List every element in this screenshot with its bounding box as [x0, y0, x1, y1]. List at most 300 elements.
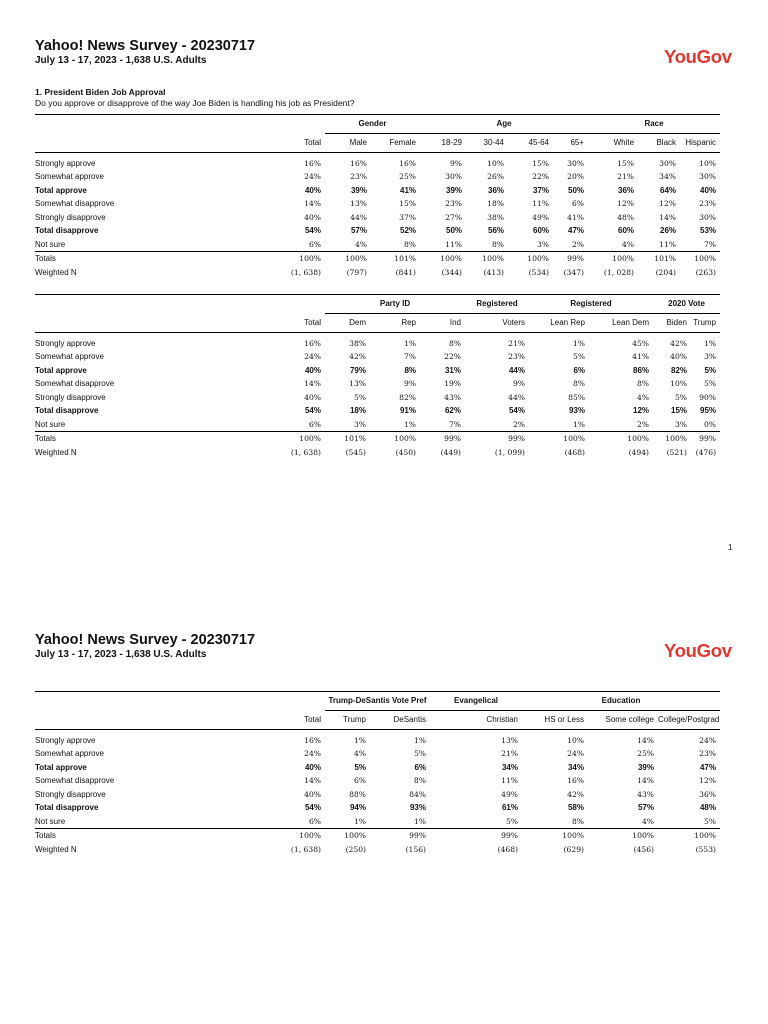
table-cell: 1% — [403, 419, 416, 429]
table-cell: 4% — [636, 392, 650, 402]
table-cell: 2% — [512, 419, 525, 429]
table-cell: 31% — [444, 365, 461, 375]
table-cell: 16% — [304, 338, 321, 348]
table-cell: 13% — [349, 379, 366, 388]
row-label: Somewhat disapprove — [35, 199, 115, 208]
column-header: 18-29 — [420, 134, 466, 153]
table-cell: 40% — [304, 789, 321, 799]
row-label: Total disapprove — [35, 406, 99, 415]
table-cell: 6% — [571, 199, 585, 208]
table-cell: 100% — [508, 252, 553, 266]
table-cell: (476) — [695, 447, 717, 457]
table-cell: 24% — [304, 172, 321, 181]
table-cell: 101% — [325, 432, 370, 446]
table-cell: 15% — [532, 158, 550, 168]
table-cell: 54% — [304, 226, 321, 235]
table-cell: 11% — [445, 239, 463, 249]
table-cell: 3% — [674, 419, 688, 429]
table-cell: 48% — [617, 212, 635, 222]
table-cell: 7% — [403, 352, 416, 361]
table-cell: 82% — [399, 392, 416, 402]
table-cell: 8% — [636, 379, 650, 388]
table-row — [35, 747, 720, 761]
table-cell: (468) — [497, 844, 518, 854]
table-cell: 15% — [617, 158, 635, 168]
table-cell: 1% — [413, 735, 426, 745]
row-label: Weighted N — [35, 267, 77, 277]
stub-cell — [35, 295, 243, 314]
table-cell: (344) — [441, 267, 463, 277]
table-cell: 9% — [449, 158, 463, 168]
table-cell: 82% — [671, 365, 688, 375]
column-header: Total — [243, 711, 325, 730]
table-cell: 57% — [350, 226, 367, 235]
table-cell: 13% — [350, 199, 367, 208]
table-cell: 25% — [399, 172, 417, 181]
table-cell: 1% — [413, 816, 426, 826]
table-cell: 101% — [371, 252, 420, 266]
table-cell: (413) — [483, 267, 505, 277]
table-cell: (204) — [655, 267, 677, 277]
table-cell: 10% — [567, 735, 584, 745]
table-cell: 8% — [571, 816, 584, 826]
table-cell: 100% — [370, 432, 420, 446]
table-cell: 6% — [573, 365, 585, 375]
table-cell: 36% — [488, 185, 505, 195]
group-header — [243, 692, 325, 711]
row-label: Not sure — [35, 816, 66, 826]
table-cell: 101% — [638, 252, 680, 266]
column-header: 65+ — [553, 134, 588, 153]
table-cell: 43% — [637, 789, 654, 799]
table-cell: 40% — [304, 185, 321, 195]
table-cell: 99% — [370, 829, 430, 843]
table-cell: 42% — [567, 789, 584, 799]
table-cell: 13% — [501, 735, 518, 745]
table-row — [35, 404, 720, 418]
column-header: DeSantis — [370, 711, 430, 730]
row-label: Total approve — [35, 762, 87, 772]
table-cell: 1% — [353, 816, 366, 826]
table-cell: 12% — [699, 776, 716, 785]
table-cell: 100% — [522, 829, 588, 843]
group-header: Age — [420, 115, 588, 134]
table-cell: 11% — [659, 239, 677, 249]
column-header: White — [588, 134, 638, 153]
table-cell: 12% — [633, 406, 650, 415]
table-cell: 44% — [508, 365, 525, 375]
table-cell: (456) — [633, 844, 654, 854]
table-cell: 100% — [588, 829, 658, 843]
table-cell: 99% — [430, 829, 522, 843]
table-cell: 8% — [413, 776, 426, 785]
weighted-row — [35, 843, 720, 857]
table-cell: 100% — [420, 252, 466, 266]
table-cell: 53% — [700, 226, 717, 235]
table-cell: 2% — [571, 239, 585, 249]
table-row — [35, 391, 720, 405]
table-cell: 23% — [350, 172, 367, 181]
table-cell: 86% — [633, 365, 650, 375]
row-label: Total disapprove — [35, 803, 99, 812]
table-cell: 6% — [414, 762, 426, 772]
crosstab-desantis-evangelical-education — [35, 691, 720, 856]
row-label: Not sure — [35, 239, 66, 249]
table-cell: 20% — [567, 172, 585, 181]
table-cell: 18% — [487, 199, 505, 208]
table-cell: 4% — [621, 239, 635, 249]
survey-subtitle: July 13 - 17, 2023 - 1,638 U.S. Adults — [35, 55, 207, 66]
table-cell: 91% — [399, 406, 416, 415]
table-cell: 8% — [404, 365, 416, 375]
row-label: Total approve — [35, 365, 87, 375]
table-cell: 16% — [350, 158, 367, 168]
table-cell: 100% — [658, 829, 720, 843]
table-cell: (1, 638) — [290, 447, 321, 457]
table-cell: 40% — [304, 365, 321, 375]
table-cell: 14% — [659, 212, 677, 222]
table-cell: 24% — [699, 735, 716, 745]
table-cell: 5% — [703, 379, 717, 388]
table-cell: (1, 099) — [494, 447, 525, 457]
table-row — [35, 197, 720, 211]
table-cell: 25% — [637, 749, 654, 758]
table-cell: 100% — [680, 252, 720, 266]
table-cell: 93% — [568, 406, 585, 415]
table-cell: 16% — [399, 158, 417, 168]
table-cell: 54% — [304, 803, 321, 812]
table-cell: 10% — [699, 158, 717, 168]
table-cell: 8% — [448, 338, 461, 348]
table-cell: 37% — [399, 212, 417, 222]
group-header: Party ID — [325, 295, 465, 314]
table-cell: 14% — [637, 735, 654, 745]
table-cell: 100% — [466, 252, 508, 266]
table-cell: (156) — [405, 844, 426, 854]
table-cell: 95% — [700, 406, 717, 415]
group-header-row — [35, 115, 720, 134]
table-cell: 99% — [465, 432, 529, 446]
table-cell: (629) — [563, 844, 584, 854]
table-cell: 14% — [637, 776, 654, 785]
table-cell: 39% — [350, 185, 367, 195]
table-cell: (468) — [564, 447, 585, 457]
table-row — [35, 774, 720, 788]
table-cell: 26% — [487, 172, 505, 181]
table-cell: 54% — [508, 406, 525, 415]
stub-cell — [35, 692, 243, 711]
question-title: 1. President Biden Job Approval — [35, 87, 166, 97]
table-cell: (1, 028) — [603, 267, 635, 277]
table-cell: (797) — [346, 267, 367, 277]
table-row — [35, 170, 720, 184]
table-cell: 100% — [243, 432, 325, 446]
table-cell: 23% — [508, 352, 525, 361]
table-cell: 43% — [444, 392, 461, 402]
table-row — [35, 788, 720, 802]
column-header-row — [35, 314, 720, 333]
row-label: Somewhat approve — [35, 352, 104, 361]
row-label: Weighted N — [35, 844, 77, 854]
survey-title: Yahoo! News Survey - 20230717 — [35, 38, 256, 54]
row-label: Somewhat approve — [35, 749, 104, 758]
table-cell: 48% — [699, 803, 716, 812]
table-cell: 40% — [670, 352, 688, 361]
row-label: Strongly approve — [35, 735, 96, 745]
table-cell: 12% — [617, 199, 635, 208]
table-cell: 21% — [617, 172, 635, 181]
table-cell: 41% — [567, 212, 585, 222]
row-label: Total approve — [35, 185, 87, 195]
stub-cell — [35, 134, 243, 153]
question-text: Do you approve or disapprove of the way Joe Biden is handling his job as President? — [35, 98, 355, 108]
table-cell: 100% — [589, 432, 653, 446]
column-header: Total — [243, 314, 325, 333]
table-cell: 15% — [671, 406, 688, 415]
table-cell: 23% — [699, 749, 716, 758]
table-cell: 5% — [353, 392, 366, 402]
table-cell: 99% — [420, 432, 465, 446]
table-cell: 49% — [501, 789, 518, 799]
row-label: Somewhat disapprove — [35, 776, 115, 785]
table-cell: 100% — [325, 252, 371, 266]
group-header: Education — [522, 692, 720, 711]
group-header — [243, 295, 325, 314]
column-header: Female — [371, 134, 420, 153]
table-cell: 2% — [636, 419, 650, 429]
column-header-row — [35, 134, 720, 153]
column-header: Lean Dem — [589, 314, 653, 333]
table-cell: 11% — [532, 199, 550, 208]
table-cell: 34% — [659, 172, 677, 181]
stub-cell — [35, 115, 243, 134]
table-cell: 47% — [699, 762, 716, 772]
totals-row — [35, 252, 720, 266]
table-cell: 5% — [413, 749, 426, 758]
table-cell: 7% — [448, 419, 461, 429]
table-cell: (1, 638) — [290, 844, 321, 854]
page-number: 1 — [728, 543, 733, 552]
table-cell: 16% — [567, 776, 584, 785]
row-label: Totals — [35, 829, 243, 843]
table-row — [35, 350, 720, 364]
table-cell: 100% — [243, 829, 325, 843]
table-cell: 64% — [660, 185, 677, 195]
crosstab-gender-age-race — [35, 114, 720, 279]
table-cell: 61% — [501, 803, 518, 812]
table-cell: 6% — [353, 776, 366, 785]
table-cell: (263) — [695, 267, 717, 277]
table-cell: 4% — [353, 749, 366, 758]
table-cell: 50% — [568, 185, 585, 195]
crosstab-party-registered-vote — [35, 294, 720, 459]
table-cell: 9% — [512, 379, 525, 388]
group-header: Registered — [529, 295, 653, 314]
table-cell: 1% — [572, 419, 585, 429]
row-label: Somewhat approve — [35, 172, 104, 181]
table-cell: 52% — [400, 226, 417, 235]
group-header-row — [35, 692, 720, 711]
table-cell: 10% — [670, 379, 688, 388]
table-cell: 4% — [354, 239, 367, 249]
table-cell: (545) — [345, 447, 366, 457]
row-label: Weighted N — [35, 447, 77, 457]
column-header: Trump — [691, 314, 720, 333]
table-cell: 40% — [304, 392, 321, 402]
table-cell: 1% — [403, 338, 416, 348]
table-cell: 42% — [349, 352, 366, 361]
table-cell: 15% — [399, 199, 417, 208]
table-cell: 85% — [568, 392, 585, 402]
group-header: Evangelical — [430, 692, 522, 711]
table-cell: 58% — [567, 803, 584, 812]
table-cell: 38% — [349, 338, 366, 348]
table-cell: (449) — [440, 447, 461, 457]
totals-row — [35, 432, 720, 446]
table-cell: 100% — [243, 252, 325, 266]
yougov-logo: YouGov — [664, 46, 732, 67]
table-cell: 30% — [699, 212, 717, 222]
group-header: Registered — [465, 295, 529, 314]
table-cell: 88% — [349, 789, 366, 799]
table-cell: 22% — [532, 172, 550, 181]
table-cell: 4% — [641, 816, 654, 826]
table-cell: 34% — [567, 762, 584, 772]
column-header: Black — [638, 134, 680, 153]
table-cell: 44% — [508, 392, 525, 402]
row-label: Not sure — [35, 419, 66, 429]
table-cell: 18% — [349, 406, 366, 415]
table-cell: 6% — [308, 419, 321, 429]
table-cell: (534) — [528, 267, 550, 277]
stub-cell — [35, 711, 243, 730]
table-cell: 93% — [409, 803, 426, 812]
row-label: Totals — [35, 252, 243, 266]
table-cell: 30% — [445, 172, 463, 181]
table-cell: 60% — [533, 226, 550, 235]
column-header: Christian — [430, 711, 522, 730]
table-cell: 37% — [533, 185, 550, 195]
column-header: Some college — [588, 711, 658, 730]
table-cell: 94% — [349, 803, 366, 812]
table-row — [35, 364, 720, 378]
column-header: Total — [243, 134, 325, 153]
table-row — [35, 801, 720, 815]
table-row — [35, 377, 720, 391]
stub-cell — [35, 314, 243, 333]
table-cell: 30% — [567, 158, 585, 168]
table-cell: 3% — [703, 352, 717, 361]
table-cell: 50% — [446, 226, 463, 235]
survey-subtitle-page2: July 13 - 17, 2023 - 1,638 U.S. Adults — [35, 649, 207, 660]
yougov-logo-page2: YouGov — [664, 640, 732, 661]
table-cell: 8% — [572, 379, 585, 388]
row-label: Totals — [35, 432, 243, 446]
table-cell: 79% — [349, 365, 366, 375]
column-header: 30-44 — [466, 134, 508, 153]
group-header: Trump-DeSantis Vote Pref — [325, 692, 430, 711]
row-label: Strongly approve — [35, 338, 96, 348]
row-label: Strongly approve — [35, 158, 96, 168]
table-cell: 24% — [567, 749, 584, 758]
table-cell: 5% — [704, 365, 717, 375]
table-row — [35, 815, 720, 829]
table-cell: 12% — [659, 199, 677, 208]
table-cell: 54% — [304, 406, 321, 415]
table-row — [35, 238, 720, 252]
row-label: Strongly disapprove — [35, 212, 106, 222]
table-cell: 26% — [660, 226, 677, 235]
table-cell: 3% — [353, 419, 366, 429]
table-cell: 27% — [445, 212, 463, 222]
table-cell: 11% — [501, 776, 518, 785]
table-cell: 62% — [444, 406, 461, 415]
table-cell: (1, 638) — [290, 267, 321, 277]
table-cell: 19% — [444, 379, 461, 388]
table-cell: 45% — [632, 338, 650, 348]
table-cell: (553) — [695, 844, 716, 854]
table-cell: 30% — [699, 172, 717, 181]
table-cell: 90% — [699, 392, 717, 402]
table-cell: 36% — [699, 789, 716, 799]
table-cell: (521) — [666, 447, 688, 457]
column-header-row — [35, 711, 720, 730]
row-label: Somewhat disapprove — [35, 379, 115, 388]
table-cell: 7% — [703, 239, 717, 249]
table-cell: (450) — [395, 447, 416, 457]
table-cell: 40% — [304, 212, 321, 222]
table-row — [35, 224, 720, 238]
table-cell: 8% — [491, 239, 505, 249]
table-cell: 34% — [501, 762, 518, 772]
table-cell: 6% — [308, 816, 321, 826]
survey-title-page2: Yahoo! News Survey - 20230717 — [35, 632, 256, 648]
table-cell: 99% — [553, 252, 588, 266]
table-cell: 5% — [703, 816, 716, 826]
table-cell: 100% — [529, 432, 589, 446]
column-header: Ind — [420, 314, 465, 333]
row-label: Strongly disapprove — [35, 392, 106, 402]
table-cell: 16% — [304, 735, 321, 745]
table-cell: 10% — [487, 158, 505, 168]
table-cell: 56% — [488, 226, 505, 235]
column-header: 45-64 — [508, 134, 553, 153]
group-header: Race — [588, 115, 720, 134]
table-cell: (347) — [563, 267, 585, 277]
table-cell: 1% — [703, 338, 717, 348]
table-cell: 84% — [409, 789, 426, 799]
table-cell: 60% — [618, 226, 635, 235]
table-cell: (494) — [628, 447, 650, 457]
table-row — [35, 184, 720, 198]
table-cell: 42% — [670, 338, 688, 348]
table-cell: 14% — [304, 199, 321, 208]
table-cell: 24% — [304, 749, 321, 758]
group-header: Gender — [325, 115, 420, 134]
table-cell: 14% — [304, 379, 321, 388]
row-label: Strongly disapprove — [35, 789, 106, 799]
table-cell: (250) — [345, 844, 366, 854]
table-cell: 36% — [618, 185, 635, 195]
table-cell: 21% — [508, 338, 525, 348]
table-row — [35, 211, 720, 225]
table-row — [35, 418, 720, 432]
column-header: College/Postgrad — [658, 711, 720, 730]
table-cell: 6% — [308, 239, 321, 249]
column-header: Hispanic — [680, 134, 720, 153]
table-row — [35, 157, 720, 171]
column-header: Male — [325, 134, 371, 153]
